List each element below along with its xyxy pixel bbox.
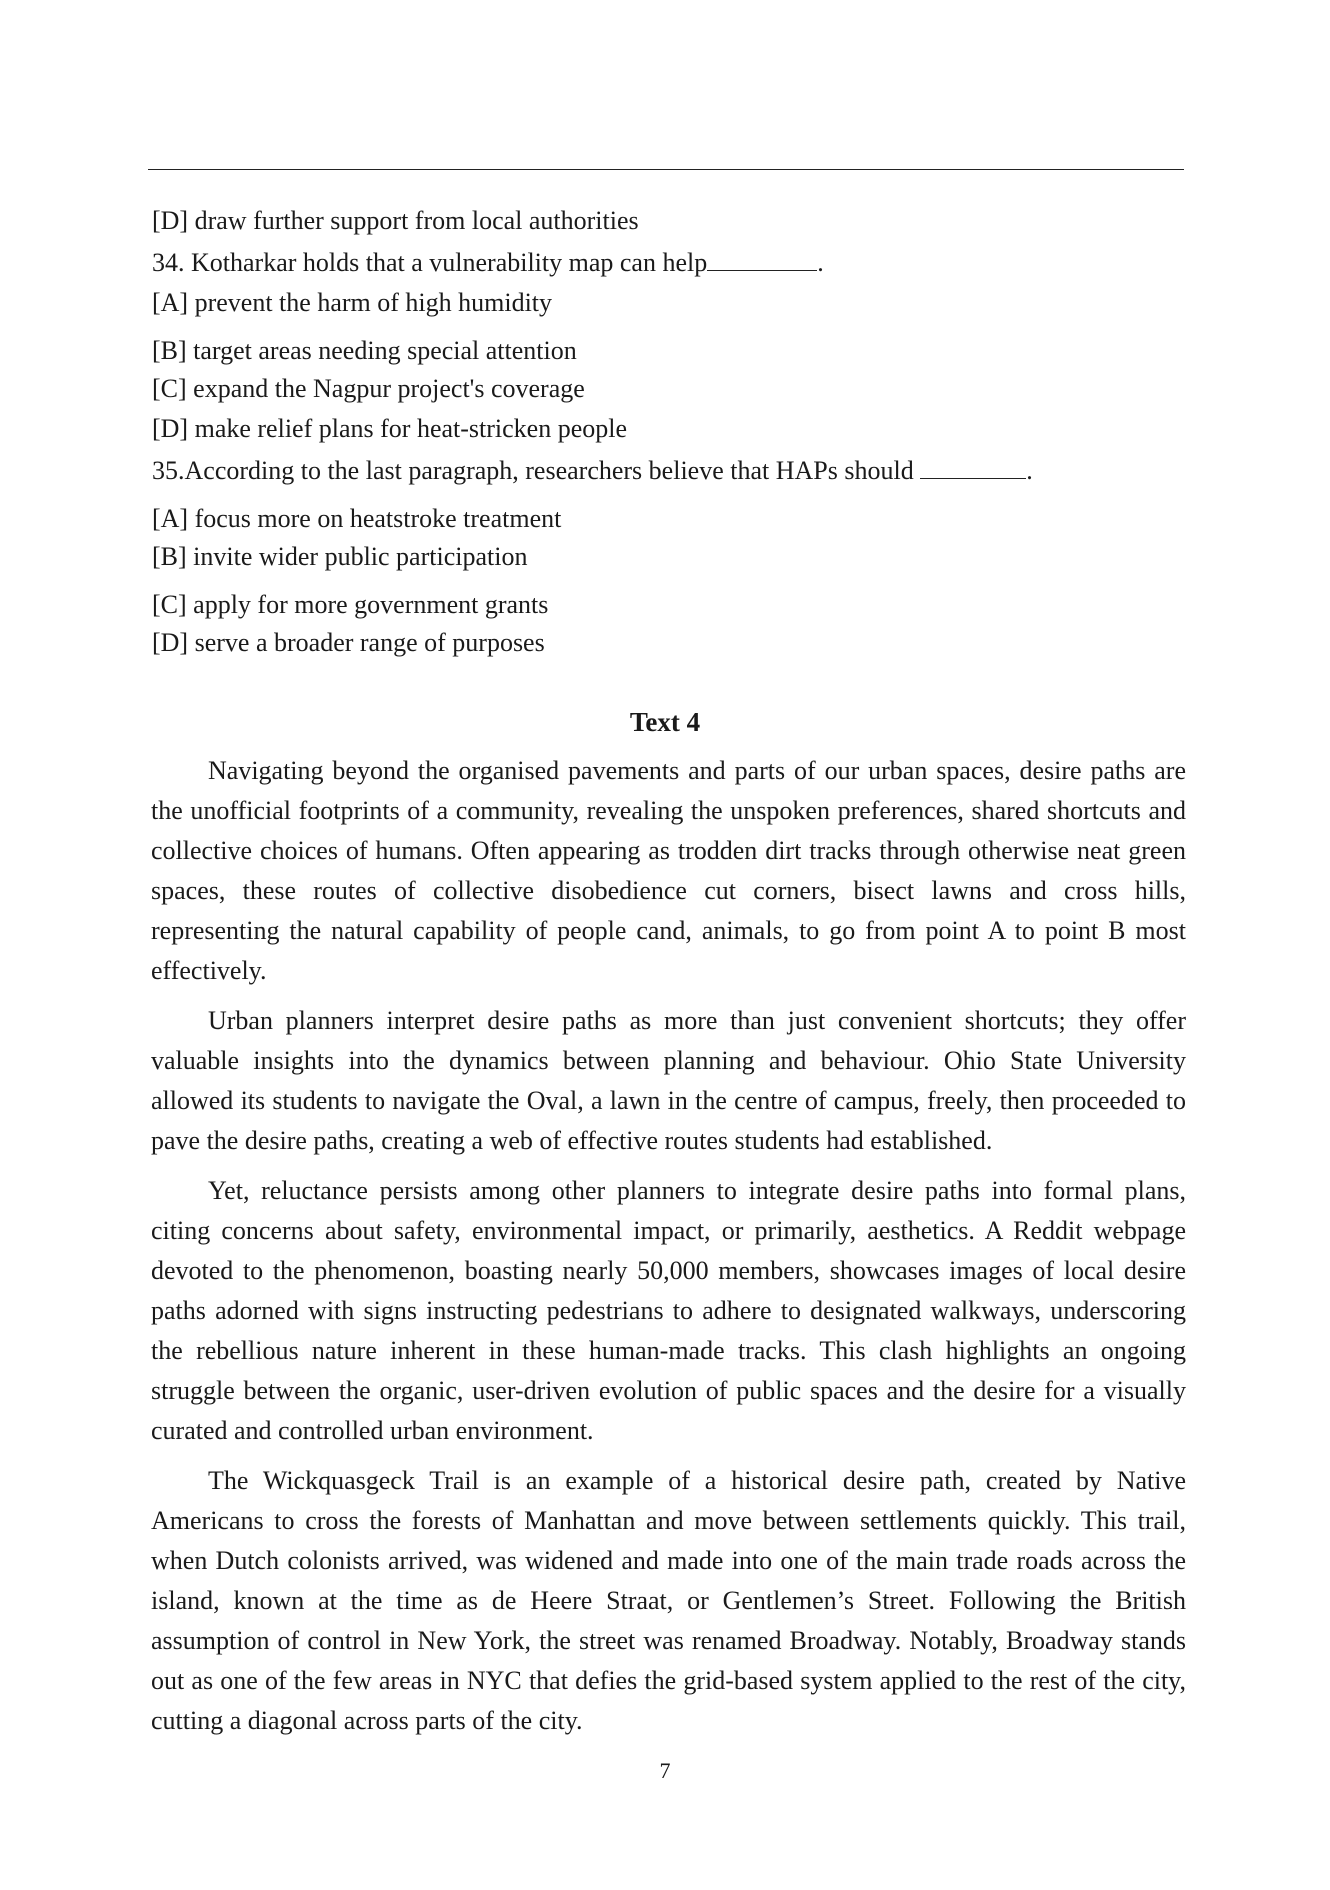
q35-option-c: [C] apply for more government grants bbox=[152, 590, 549, 619]
q35-option-a: [A] focus more on heatstroke treatment bbox=[152, 504, 562, 533]
text4-article bbox=[151, 751, 1186, 1751]
header-rule bbox=[148, 169, 1184, 170]
q34-answer-blank bbox=[707, 248, 817, 271]
q35-stem-text: 35.According to the last paragraph, researchers believe that HAPs should bbox=[152, 456, 921, 485]
q35-stem bbox=[152, 456, 1033, 486]
q34-option-a: [A] prevent the harm of high humidity bbox=[152, 288, 553, 317]
q34-stem-end: . bbox=[817, 248, 824, 277]
q34-option-d: [D] make relief plans for heat-stricken people bbox=[152, 414, 628, 443]
text4-paragraph: The Wickquasgeck Trail is an example of a historical desire path, created by Native Americans to cross the forests of Manhattan and move between settlements quickly. This trail, when Dutch colonists arrived, was widened and made into one of the main trade roads across the island, known at the time as de Heere Straat, or Gentlemen’s Street. Following the British assumption of control in New York, the street was renamed Broadway. Notably, Broadway stands out as one of the few areas in NYC that defies the grid-based system applied to the rest of the city, cutting a diagonal across parts of the city. bbox=[151, 1466, 1186, 1735]
q33-option-d: [D] draw further support from local authorities bbox=[152, 206, 639, 235]
q35-stem-end: . bbox=[1026, 456, 1033, 485]
text4-paragraph: Urban planners interpret desire paths as more than just convenient shortcuts; they offer valuable insights into the dynamics between planning and behaviour. Ohio State University allowed its students to navigate the Oval, a lawn in the centre of campus, freely, then proceeded to pave the desire paths, creating a web of effective routes students had established. bbox=[151, 1006, 1186, 1155]
text4-heading: Text 4 bbox=[629, 707, 701, 737]
text4-paragraph: Navigating beyond the organised pavements and parts of our urban spaces, desire paths are the unofficial footprints of a community, revealing the unspoken preferences, shared shortcuts and collective choices of humans. Often appearing as trodden dirt tracks through otherwise neat green spaces, these routes of collective disobedience cut corners, bisect lawns and cross hills, representing the natural capability of people cand, animals, to go from point A to point B most effectively. bbox=[151, 756, 1186, 985]
page-number: 7 bbox=[659, 1758, 671, 1783]
q34-stem-text: 34. Kotharkar holds that a vulnerability map can help bbox=[152, 248, 708, 277]
text4-paragraph: Yet, reluctance persists among other planners to integrate desire paths into formal plans, citing concerns about safety, environmental impact, or primarily, aesthetics. A Reddit webpage devoted to the phenomenon, boasting nearly 50,000 members, showcases images of local desire paths adorned with signs instructing pedestrians to adhere to designated walkways, underscoring the rebellious nature inherent in these human-made tracks. This clash highlights an ongoing struggle between the organic, user-driven evolution of public spaces and the desire for a visually curated and controlled urban environment. bbox=[151, 1176, 1186, 1445]
q34-option-b: [B] target areas needing special attention bbox=[152, 336, 577, 365]
q35-answer-blank bbox=[920, 456, 1026, 479]
q34-option-c: [C] expand the Nagpur project's coverage bbox=[152, 374, 585, 403]
q35-option-d: [D] serve a broader range of purposes bbox=[152, 628, 545, 657]
q34-stem bbox=[152, 248, 824, 278]
q35-option-b: [B] invite wider public participation bbox=[152, 542, 528, 571]
